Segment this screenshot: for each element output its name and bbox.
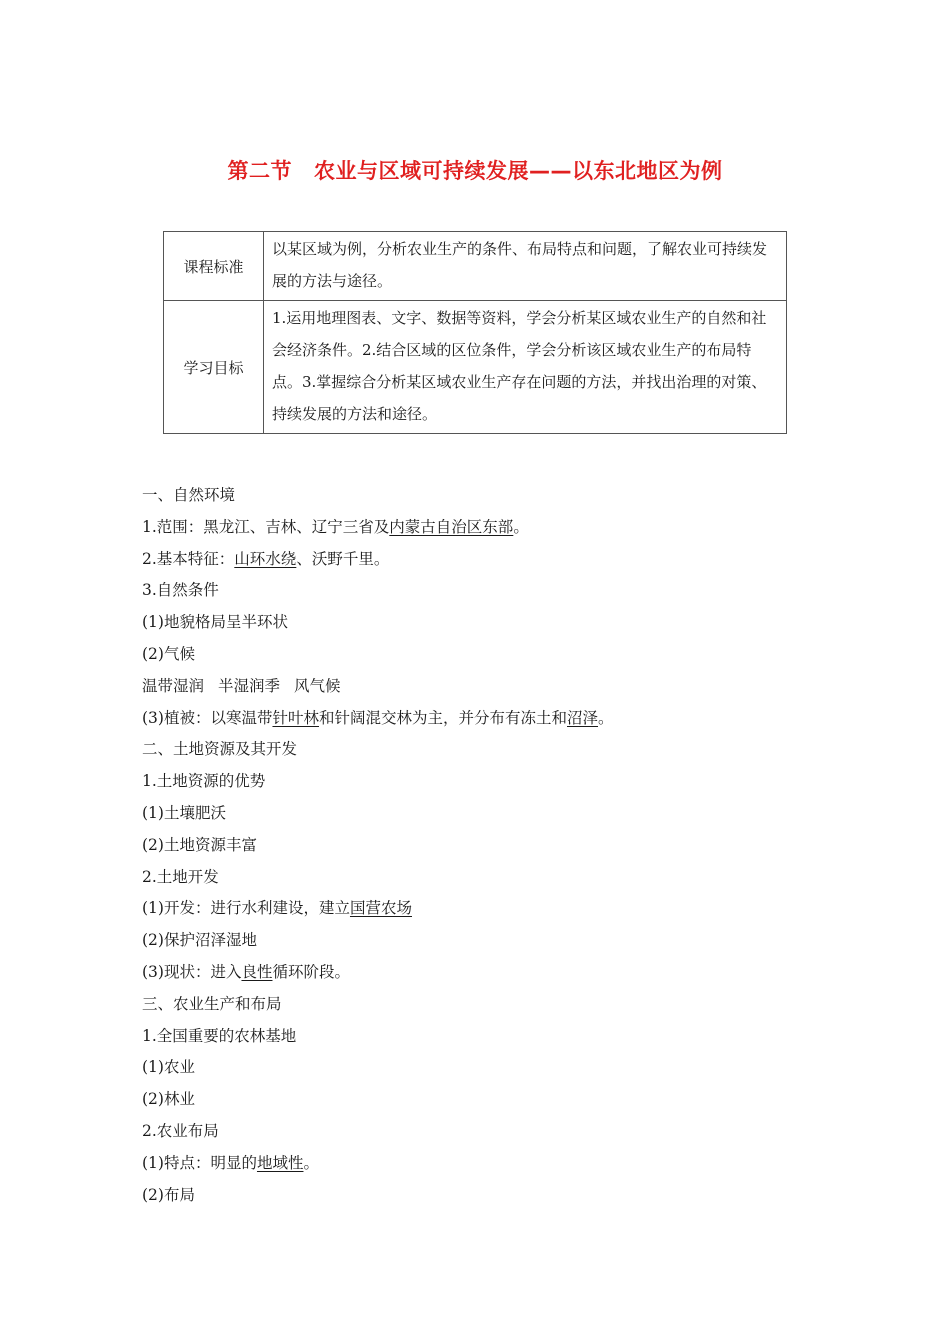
- outline: [142, 480, 822, 1211]
- blank-answer: 沼泽: [567, 708, 599, 727]
- climate-label: 温带湿润: [142, 676, 205, 695]
- outline-item: 2.农业布局: [142, 1121, 219, 1140]
- heading-agriculture-layout: 三、农业生产和布局: [142, 994, 282, 1013]
- blank-answer: 地域性: [256, 1153, 304, 1172]
- text: 和针阔混交林为主，并分布有冻土和: [318, 708, 567, 727]
- outline-item: [142, 544, 822, 576]
- standards-table: [163, 231, 787, 434]
- page-title: [0, 155, 950, 185]
- climate-row: [142, 671, 822, 703]
- outline-item: 1.全国重要的农林基地: [142, 1026, 297, 1045]
- heading-natural-environment: 一、自然环境: [142, 486, 236, 504]
- blank-answer: 山环水绕: [234, 549, 297, 568]
- outline-item: (2)土地资源丰富: [142, 835, 257, 854]
- heading-land-resources: 二、土地资源及其开发: [142, 740, 298, 759]
- blank-answer: 内蒙古自治区东部: [389, 517, 514, 536]
- table-row: [164, 301, 787, 434]
- text: (3)植被：以寒温带: [142, 708, 273, 727]
- text: 。: [513, 517, 529, 536]
- text: 2.基本特征：: [142, 549, 235, 568]
- text: 、沃野千里。: [296, 549, 390, 568]
- outline-item: (1)农业: [142, 1058, 195, 1077]
- row-label: 学习目标: [164, 301, 264, 434]
- row-text: 以某区域为例，分析农业生产的条件、布局特点和问题，了解农业可持续发展的方法与途径。: [264, 232, 787, 301]
- outline-item: (2)林业: [142, 1090, 195, 1109]
- outline-item: [142, 703, 822, 735]
- outline-item: [142, 957, 822, 989]
- text: 。: [303, 1153, 319, 1172]
- text: (3)现状：进入: [142, 962, 242, 981]
- outline-item: (1)地貌格局呈半环状: [142, 613, 288, 632]
- text: 。: [598, 708, 614, 727]
- text: 循环阶段。: [272, 962, 350, 981]
- outline-item: (1)土壤肥沃: [142, 803, 226, 822]
- blank-answer: 良性: [241, 962, 273, 981]
- climate-label: 风气候: [294, 676, 341, 695]
- blank-answer: 针叶林: [272, 708, 319, 727]
- outline-item: 1.土地资源的优势: [142, 772, 266, 791]
- outline-item: [142, 893, 822, 925]
- section-number: 第二节: [227, 159, 292, 183]
- row-text: 1.运用地理图表、文字、数据等资料，学会分析某区域农业生产的自然和社会经济条件。2.结合区域的区位条件，学会分析该区域农业生产的布局特点。3.掌握综合分析某区域农业生产存在问题的方法，并找出治理的对策、持续发展的方法和途径。: [264, 301, 787, 434]
- outline-item: (2)气候: [142, 644, 195, 663]
- outline-item: [142, 512, 822, 544]
- table-row: [164, 232, 787, 301]
- outline-item: (2)布局: [142, 1185, 195, 1204]
- text: 1.范围：黑龙江、吉林、辽宁三省及: [142, 517, 390, 536]
- text: (1)特点：明显的: [142, 1153, 257, 1172]
- outline-item: 3.自然条件: [142, 581, 219, 600]
- climate-label: 半湿润季: [218, 676, 281, 695]
- outline-item: (2)保护沼泽湿地: [142, 931, 257, 950]
- row-label: 课程标准: [164, 232, 264, 301]
- outline-item: 2.土地开发: [142, 867, 219, 886]
- section-title: 农业与区域可持续发展——以东北地区为例: [314, 159, 723, 183]
- blank-answer: 国营农场: [349, 899, 412, 918]
- outline-item: [142, 1148, 822, 1180]
- text: (1)开发：进行水利建设，建立: [142, 899, 350, 918]
